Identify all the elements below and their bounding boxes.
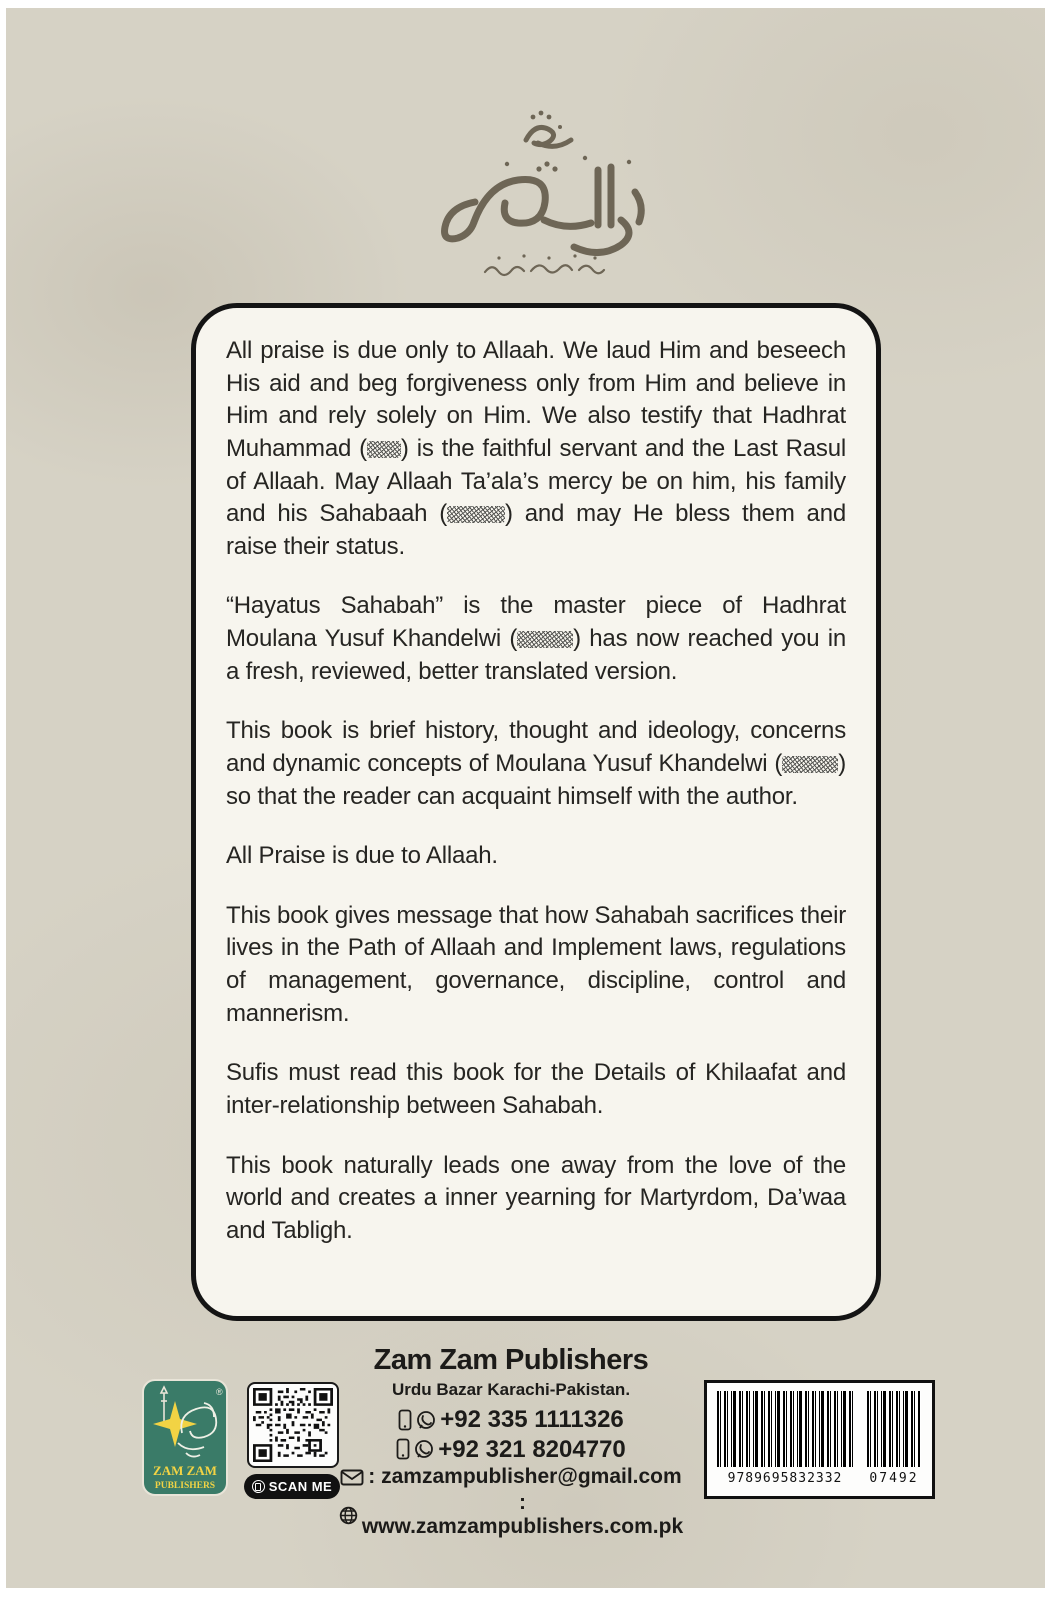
blurb-paragraph: Sufis must read this book for the Details of Khilaafat and inter-relationship between Sahabah. bbox=[226, 1059, 846, 1119]
cover-background bbox=[6, 8, 1045, 1588]
publisher-address: Urdu Bazar Karachi-Pakistan. bbox=[391, 1380, 631, 1399]
blurb-paragraph: All Praise is due to Allaah. bbox=[226, 842, 498, 870]
calligraphy-word-hayatus-sahabah bbox=[444, 167, 641, 253]
phone-number-1: +92 335 1111326 bbox=[440, 1406, 624, 1433]
rahm-honorific-mark bbox=[782, 756, 838, 773]
phone-line-1 bbox=[339, 1406, 683, 1434]
envelope-icon bbox=[340, 1469, 364, 1486]
whatsapp-icon bbox=[414, 1439, 434, 1459]
blurb-paragraph: “Hayatus Sahabah” is the master piece of Hadhrat Moulana Yusuf Khandelwi ( ) has now reached you in a fresh, reviewed, better translated version. bbox=[226, 592, 846, 685]
website-line bbox=[339, 1491, 683, 1539]
mobile-phone-icon bbox=[396, 1438, 410, 1460]
barcode-digits-addon: 07492 bbox=[869, 1471, 919, 1486]
blurb-paragraph: This book is brief history, thought and ideology, concerns and dynamic concepts of Moulana Yusuf Khandelwi ( ) so that the reader can acquaint himself with the author. bbox=[226, 717, 846, 810]
logo-name-line2: PUBLISHERS bbox=[154, 1481, 216, 1491]
zam-zam-publishers-logo bbox=[142, 1379, 228, 1496]
publisher-block bbox=[339, 1344, 683, 1542]
blurb-paragraph: All praise is due only to Allaah. We laud Him and beseech His aid and beg forgiveness only from Him and believe in Him and rely solely on Him. We also testify that Hadhrat Muhammad ( ) is the faithful servant and the Last Rasul of Allaah. May Allaah Ta’ala’s mercy be on him, his family and his Sahabaah ( ) and may He bless them and raise their status. bbox=[226, 337, 846, 560]
publisher-name: Zam Zam Publishers bbox=[373, 1344, 649, 1376]
logo-name-line1: ZAM ZAM bbox=[153, 1463, 217, 1478]
isbn-barcode bbox=[704, 1380, 935, 1499]
arabic-calligraphy-title bbox=[389, 100, 699, 295]
qr-code bbox=[247, 1382, 339, 1468]
website-address: : www.zamzampublishers.com.pk bbox=[361, 1491, 684, 1539]
email-line bbox=[339, 1465, 683, 1489]
calligraphy-word-mukhtasar bbox=[526, 127, 571, 146]
barcode-bars-addon bbox=[867, 1391, 921, 1467]
registered-trademark: ® bbox=[216, 1387, 223, 1397]
email-address: : zamzampublisher@gmail.com bbox=[368, 1465, 682, 1489]
scan-me-label: SCAN ME bbox=[268, 1479, 333, 1494]
barcode-digits-main: 9789695832332 bbox=[727, 1471, 843, 1486]
blurb-panel bbox=[191, 303, 881, 1321]
whatsapp-icon bbox=[416, 1410, 436, 1430]
rahm-honorific-mark bbox=[517, 631, 573, 648]
radi-honorific-mark bbox=[447, 506, 505, 523]
blurb-paragraphs bbox=[226, 335, 846, 1247]
saw-honorific-mark bbox=[367, 441, 401, 458]
globe-icon bbox=[339, 1506, 358, 1525]
calligraphy-line-radiallahu bbox=[485, 265, 604, 275]
phone-number-2: +92 321 8204770 bbox=[438, 1435, 626, 1463]
mobile-phone-icon bbox=[398, 1409, 412, 1431]
phone-line-2 bbox=[339, 1436, 683, 1464]
scan-me-badge bbox=[244, 1474, 340, 1499]
blurb-paragraph: This book naturally leads one away from the love of the world and creates a inner yearning for Martyrdom, Da’waa and Tabligh. bbox=[226, 1151, 846, 1244]
blurb-paragraph: This book gives message that how Sahabah sacrifices their lives in the Path of Allaah and Implement laws, regulations of management, governance, discipline, control and mannerism. bbox=[226, 901, 846, 1027]
camera-icon bbox=[252, 1480, 265, 1493]
barcode-bars-main bbox=[717, 1391, 853, 1467]
